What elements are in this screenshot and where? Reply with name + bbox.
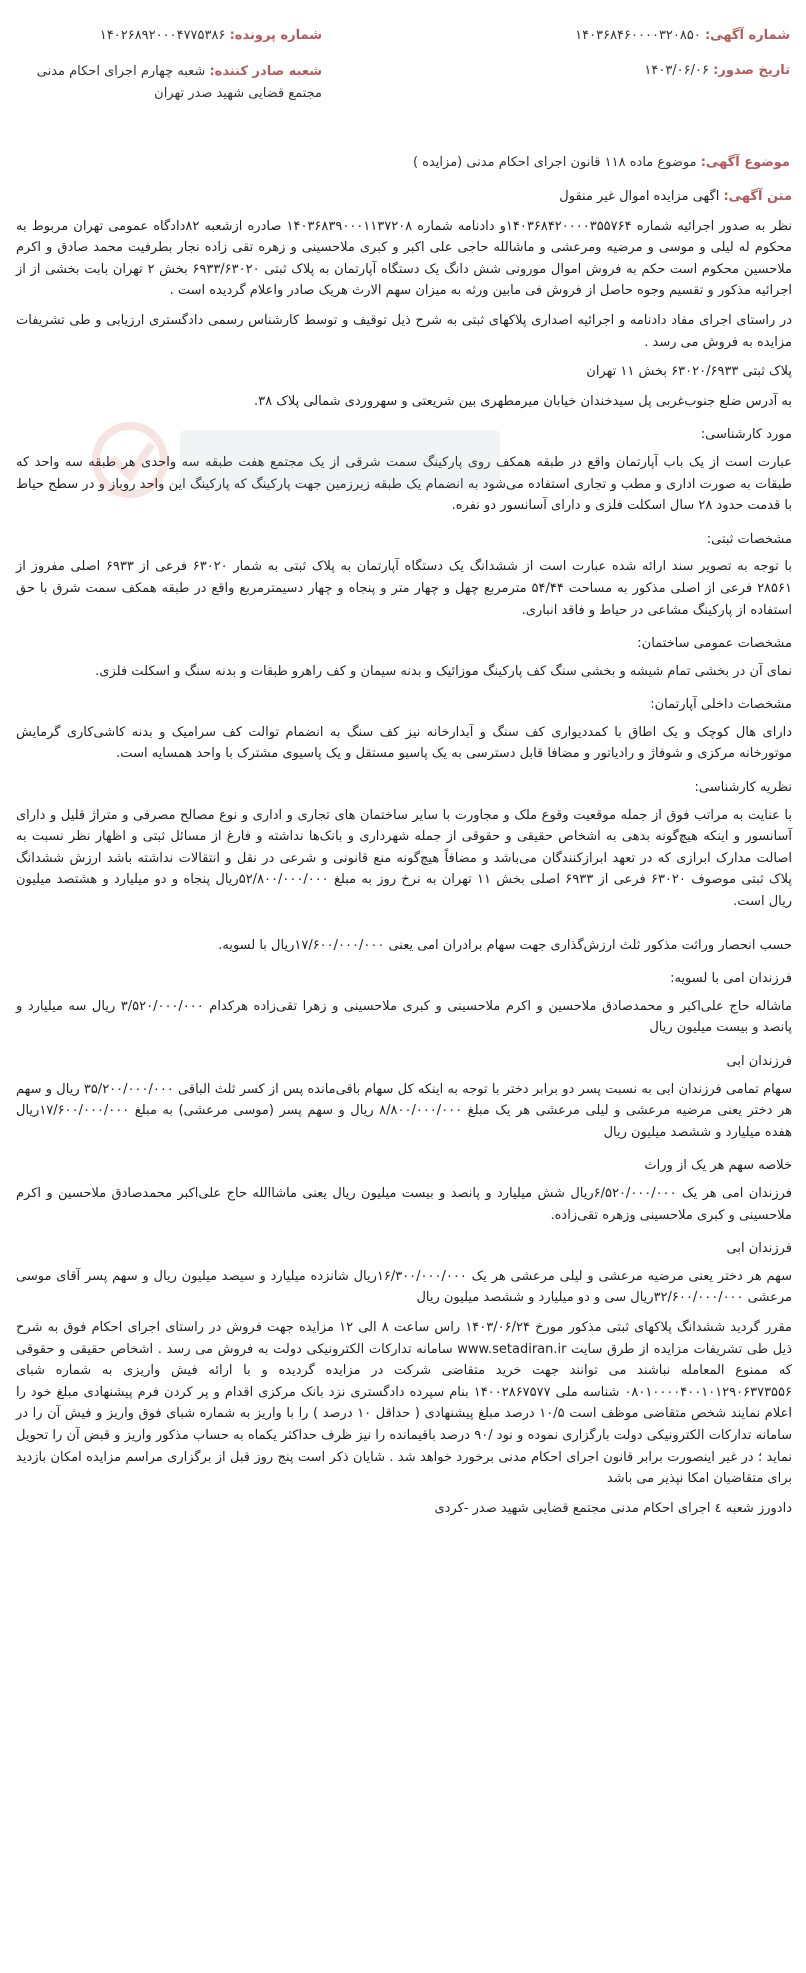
ad-number: ۱۴۰۳۶۸۴۶۰۰۰۰۳۲۰۸۵۰: [575, 28, 701, 43]
execution-paragraph: در راستای اجرای مفاد دادنامه و اجرائیه اصداری پلاکهای ثبتی به شرح ذیل توقیف و توسط کارشناس رسمی دادگستری ارزیابی و طی تشریفات مزایده به فروش می رسد .: [16, 312, 792, 350]
issuer-row: [22, 61, 322, 105]
abi-paragraph: سهام تمامی فرزندان ابی به نسبت پسر دو برابر دختر با توجه به اینکه کل سهام باقی‌مانده پس از کسر ثلث الباقی ۳۵/۲۰۰/۰۰۰/۰۰۰ ریال و سهم هر دختر یعنی مرضیه مرعشی و لیلی مرعشی هر یک مبلغ ۸/۸۰۰/۰۰۰/۰۰۰ ریال و سهم پسر (موسی مرعشی) به مبلغ ۱۷/۶۰۰/۰۰۰/۰۰۰ریال هفده میلیارد و ششصد میلیون ریال: [16, 1081, 793, 1140]
subject-row: [0, 105, 806, 174]
case-number-label: شماره پرونده:: [229, 28, 322, 43]
summary-heading: خلاصه سهم هر یک از وراث: [644, 1158, 792, 1174]
exclusive-paragraph: حسب انحصار وراثت مذکور ثلث ارزش‌گذاری جهت سهام برادران امی یعنی ۱۷/۶۰۰/۰۰۰/۰۰۰ریال با لسویه.: [218, 937, 792, 953]
summary-paragraph: فرزندان امی هر یک ۶/۵۲۰/۰۰۰/۰۰۰ریال شش میلیارد و پانصد و بیست میلیون ریال یعنی ماشاالله حاج علی‌اکبر محمدصادق ملاحسین و اکرم ملاحسینی و کبری ملاحسینی وزهره تقی‌زاده.: [16, 1185, 792, 1223]
opinion-heading: نظریه کارشناسی:: [694, 780, 792, 796]
ad-number-row: [575, 26, 790, 46]
issuer: شعبه چهارم اجرای احکام مدنی مجتمع قضایی شهید صدر تهران: [36, 64, 322, 101]
expert-heading: مورد کارشناسی:: [700, 427, 792, 443]
subject-label: موضوع آگهی:: [700, 155, 790, 170]
text-title: اگهی مزایده اموال غیر منقول: [559, 189, 720, 204]
ad-body: [0, 174, 806, 1557]
equal-heading: فرزندان امی با لسویه:: [670, 971, 792, 987]
issuer-label: شعبه صادر کننده:: [209, 64, 322, 79]
plate-paragraph: پلاک ثبتی ۶۳۰۲۰/۶۹۳۳ بخش ۱۱ تهران: [586, 364, 792, 380]
interior-heading: مشخصات داخلی آپارتمان:: [650, 697, 792, 713]
header-right: [575, 26, 790, 96]
interior-paragraph: دارای هال کوچک و یک اطاق با کمددیواری کف سنگ و آبدارخانه نیز کف سنگ به انضمام توالت کف سرامیک و بدنه کاشی‌کاری گرمایش موتورخانه مرکزی و شوفاژ و رادیاتور و مضافا قابل دسترسی به یک پاسیو مستقل و یک پاسیوی مشترک با واحد همسایه است.: [16, 724, 792, 762]
intro-paragraph: نظر به صدور اجرائیه شماره ۱۴۰۳۶۸۴۲۰۰۰۰۳۵۵۷۶۴و دادنامه شماره ۱۴۰۳۶۸۳۹۰۰۰۱۱۳۷۲۰۸ صادره ازشعبه ۸۲دادگاه عمومی تهران مربوط به محکوم له لیلی و موسی و مرضیه ومرعشی و ماشالله حاجی علی اکبر و کبری ملاحسینی و زهره تقی زاده نجار بطرفیت محمد صادق و اکرم ملاحسین محکوم است حکم به فروش اموال مورونی شش دانگ یک دستگاه آپارتمان به پلاک ثبتی ۶۹۳۳/۶۳۰۲۰ بخش ۲ تهران بابت بخشی از از اجرائیه مذکور و تقسیم وجوه حاصل از فروش فی مابین ورثه به میزان سهم الارث هریک صادر واعلام گردیده است .: [16, 218, 792, 299]
registry-heading: مشخصات ثبتی:: [706, 531, 792, 547]
text-title-row: [16, 186, 792, 208]
text-label: متن آگهی:: [723, 189, 792, 204]
abi2-paragraph: سهم هر دختر یعنی مرضیه مرعشی و لیلی مرعشی هر یک ۱۶/۳۰۰/۰۰۰/۰۰۰ریال شانزده میلیارد و سیصد میلیون ریال و سهم پسر آقای موسی مرعشی ۳۲/۶۰۰/۰۰۰/۰۰۰ریال سی و دو میلیارد و ششصد میلیون ریال: [16, 1268, 792, 1306]
issue-date-label: تاریخ صدور:: [713, 63, 790, 78]
signature: دادورز شعبه ٤ اجرای احکام مدنی مجتمع قضایی شهید صدر -کردی: [434, 1500, 792, 1516]
registry-paragraph: با توجه به تصویر سند ارائه شده عبارت است از ششدانگ یک دستگاه آپارتمان به پلاک ثبتی به شمار ۶۳۰۲۰ فرعی از ۶۹۳۳ اصلی مفروز از ۲۸۵۶۱ فرعی از اصلی مذکور به مساحت ۵۴/۴۴ مترمربع چهل و چهار متر و پنجاه و چهار دسیمترمربع واقع در طبقه همکف سمت شرق با حق استفاده از پارکینگ مشاعی در حیاط و فاقد انباری.: [16, 559, 792, 618]
abi-heading: فرزندان ابی: [726, 1054, 792, 1069]
building-heading: مشخصات عمومی ساختمان:: [637, 636, 792, 652]
case-number: ۱۴۰۲۶۸۹۲۰۰۰۴۷۷۵۳۸۶: [99, 28, 226, 43]
equal-paragraph: ماشاله حاج علی‌اکبر و محمدصادق ملاحسین و اکرم ملاحسینی و کبری ملاحسینی و زهرا تقی‌زاده هرکدام ۳/۵۲۰/۰۰۰/۰۰۰ ریال سه میلیارد و پانصد و بیست میلیون ریال: [16, 998, 792, 1036]
issue-date-row: [575, 61, 790, 81]
issue-date: ۱۴۰۳/۰۶/۰۶: [644, 63, 709, 78]
opinion-paragraph: با عنایت به مراتب فوق از جمله موقعیت وقوع ملک و مجاورت با سایر ساختمان های تجاری و اداری و نوع مصالح مصرفی و متراژ قلیل و دارای آسانسور و اینکه هیچ‌گونه بدهی به اشخاص حقیقی و حقوقی از جمله شهرداری و بانک‌ها نداشته و فارغ از مسائل ثبتی و اظهار نظر نسبت به اصالت مدارک ابرازی که در تعهد ابرازکنندگان می‌باشد و مضافاً هیچ‌گونه منع قانونی و شرعی در نقل و انتقالات نداشته باشد ارزش ششدانگ پلاک ثبتی موصوف ۶۳۰۲۰ فرعی از ۶۹۳۳ اصلی بخش ۱۱ تهران به نرخ روز به مبلغ ۵۲/۸۰۰/۰۰۰/۰۰۰ریال پنجاه و دو میلیارد و هشتصد میلیون ریال است.: [16, 807, 793, 910]
ad-header: [0, 0, 806, 105]
abi2-heading: فرزندان ابی: [726, 1241, 792, 1257]
header-left: [22, 26, 322, 105]
subject-text: موضوع ماده ۱۱۸ قانون اجرای احکام مدنی (مزایده ): [412, 155, 697, 170]
case-number-row: [22, 26, 322, 46]
building-paragraph: نمای آن در بخشی تمام شیشه و بخشی سنگ کف پارکینگ موزائیک و بدنه سیمان و کف راهرو طبقات و بدنه سنگ و اسکلت فلزی.: [95, 663, 792, 679]
ad-number-label: شماره آگهی:: [704, 28, 790, 43]
auction-paragraph: مقرر گردید ششدانگ پلاکهای ثبتی مذکور مورخ ۱۴۰۳/۰۶/۲۴ راس ساعت ۸ الی ۱۲ مزایده جهت فروش در راستای اجرای احکام فوق به شرح ذیل طی تشریفات مزایده از طرق سایت www.setadiran.ir سامانه تدارکات الکترونیکی دولت به فروش می رسد . اشخاص حقیقی و حقوقی که ممنوع المعامله نباشند می توانند جهت خرید متقاضی شرکت در مزایده گردیده و با ارائه فیش واریزی به شماره شبای ۰۸۰۱۰۰۰۰۴۰۰۱۰۱۲۹۰۶۳۷۳۵۵۶ شناسه ملی ۱۴۰۰۲۸۶۷۵۷۷ بنام سپرده دادگستری نزد بانک مرکزی اقدام و پر کردن فرم پیشنهادی مبلغ خود را اعلام نمایند شخص متقاضی موظف است ۱۰/۵ درصد مبلغ پیشنهادی ( حداقل ۱۰ درصد ) را با واریز به شماره شبای فوق واریز و فیش آن را در سامانه تدارکات الکترونیکی دولت بارگزاری نموده و نود /۹۰ درصد باقیمانده را نیز ظرف حداکثر یکماه به حساب مذکور واریز و قبض آن را تحویل نماید ؛ در غیر اینصورت برابر قانون اجرای احکام مدنی برخورد خواهد شد . شایان ذکر است پنج روز قبل از برگزاری مراسم مزایده امکان بازدید برای متقاضیان امکا نپذیر می باشد: [16, 1319, 792, 1487]
expert-paragraph: عبارت است از یک باب آپارتمان واقع در طبقه همکف روی پارکینگ سمت شرقی از یک مجتمع هفت طبقه سه واحدی هر طبقه سه واحد که طبقات به صورت اداری و مطب و تجاری استفاده می‌شود به انضمام یک طبقه زیرزمین جهت پارکینگ که پارکینگ این واحد روباز و در سطح حیاط با قدمت حدود ۲۸ سال اسکلت فلزی و دارای آسانسور دو نفره.: [16, 454, 792, 514]
address-paragraph: به آدرس ضلع جنوب‌غربی پل سیدخندان خیابان میرمطهری بین شریعتی و سهروردی شمالی پلاک ۳۸.: [254, 393, 792, 409]
